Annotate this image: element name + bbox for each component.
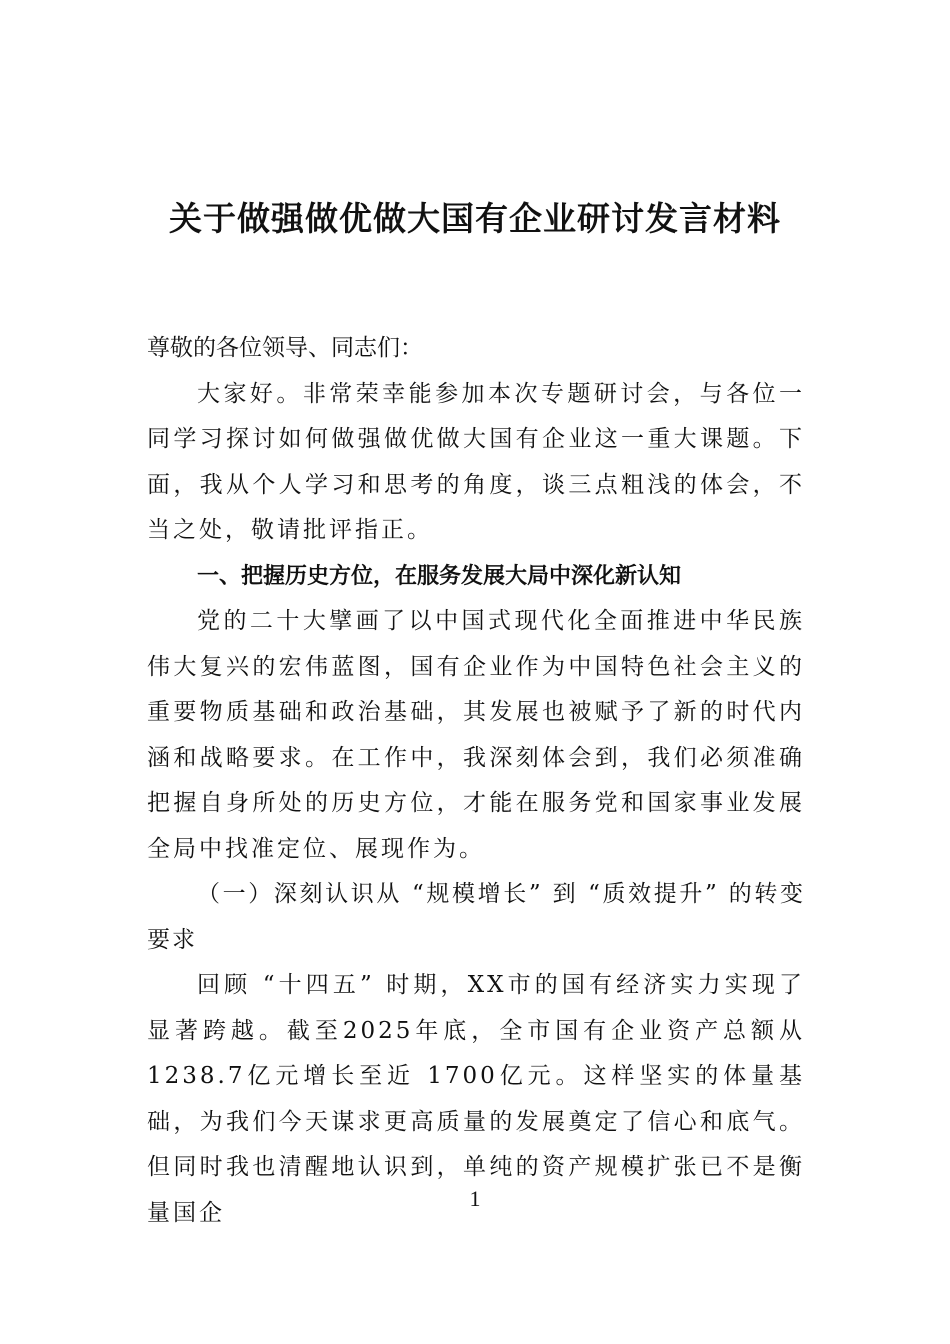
paragraph-2: 回顾 “十四五” 时期，XX市的国有经济实力实现了显著跨越。截至2025年底，全市国有企业资产总额从1238.7亿元增长至近 1700亿元。这样坚实的体量基础，为我们今天谋求更高质量的发展奠定了信心和底气。但同时我也清醒地认识到，单纯的资产规模扩张已不是衡量国企 [147,972,805,1226]
salutation: 尊敬的各位领导、同志们： [147,335,423,361]
section-heading-1: 一、把握历史方位，在服务发展大局中深化新认知 [197,563,682,589]
paragraph-1: 党的二十大擘画了以中国式现代化全面推进中华民族伟大复兴的宏伟蓝图，国有企业作为中国特色社会主义的重要物质基础和政治基础，其发展也被赋予了新的时代内涵和战略要求。在工作中，我深刻体会到，我们必须准确把握自身所处的历史方位，才能在服务党和国家事业发展全局中找准定位、展现作为。 [147,608,805,862]
subsection-heading-1: （一）深刻认识从 “规模增长” 到 “质效提升” 的转变要求 [147,881,805,953]
intro-paragraph: 大家好。非常荣幸能参加本次专题研讨会，与各位一同学习探讨如何做强做优做大国有企业这一重大课题。下面，我从个人学习和思考的角度，谈三点粗浅的体会，不当之处，敬请批评指正。 [147,380,805,543]
page-number: 1 [469,1186,481,1211]
document-body [147,326,805,1236]
document-title: 关于做强做优做大国有企业研讨发言材料 [169,199,781,238]
